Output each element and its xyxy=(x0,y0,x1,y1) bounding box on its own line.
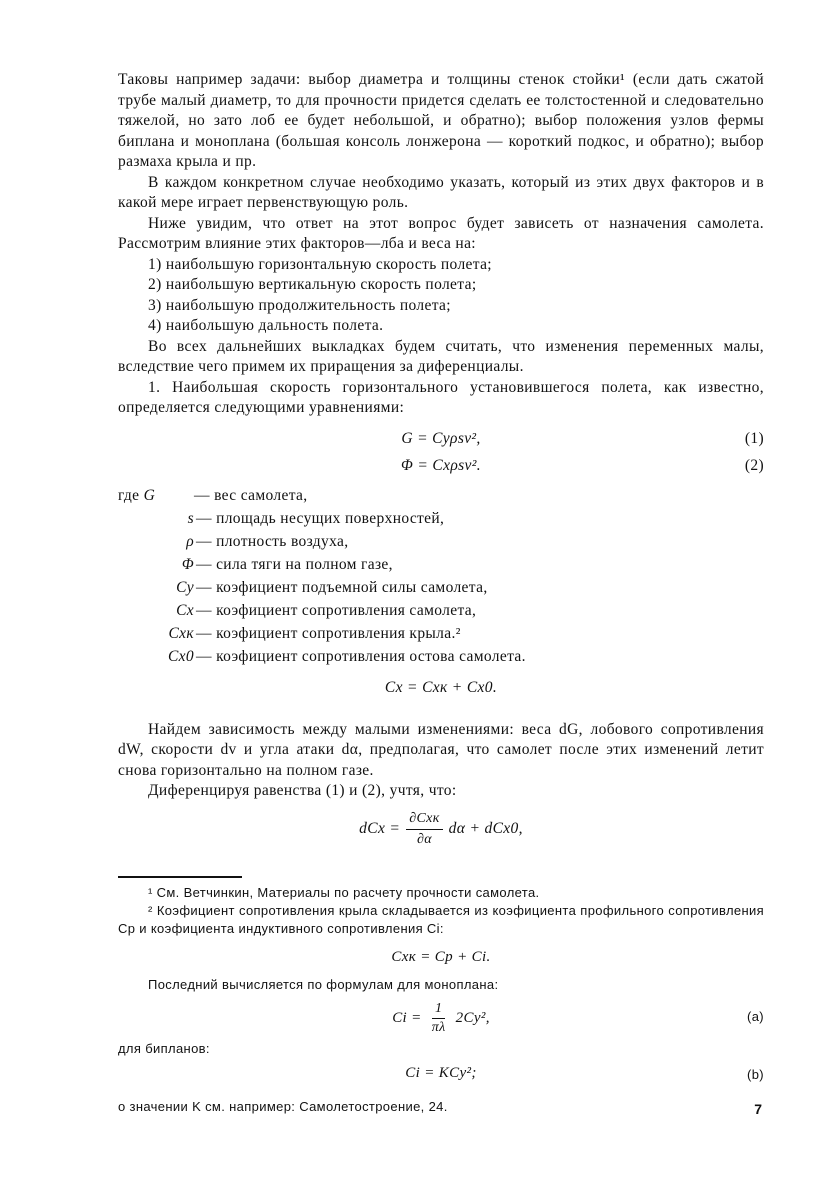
equation-a-fraction xyxy=(432,1000,446,1037)
footnote-4: для бипланов: xyxy=(118,1040,210,1056)
definition-text: — площадь несущих поверхностей, xyxy=(196,509,445,527)
definition-text: — коэфициент сопротивления остова самолета. xyxy=(196,647,526,665)
definition-text: — вес самолета, xyxy=(194,486,308,504)
equation-1-formula: G = Cyρsv², xyxy=(401,429,481,447)
definition-row xyxy=(118,647,764,670)
factor-list xyxy=(118,255,764,337)
list-item: 3) наибольшую продолжительность полета; xyxy=(148,296,451,314)
paragraph-5: 1. Наибольшая скорость горизонтального установившегося полета, как известно, определяется следующими уравнениями: xyxy=(118,378,764,416)
equation-2-formula: Φ = Cxρsv². xyxy=(401,456,481,474)
equation-3-formula: Cx = Cxк + Cx0. xyxy=(384,678,498,696)
equation-b-formula: Ci = KCy²; xyxy=(405,1064,477,1081)
footnotes xyxy=(118,884,764,1116)
list-item: 4) наибольшую дальность полета. xyxy=(148,317,384,334)
definition-symbol: Cx0 xyxy=(167,647,194,665)
equation-a-right: 2Cy², xyxy=(455,1009,490,1026)
fraction-numerator: ∂Cxк xyxy=(406,809,442,831)
footnote-3: Последний вычисляется по формулам для моноплана: xyxy=(148,976,499,992)
list-item: 2) наибольшую вертикальную скорость полета; xyxy=(148,276,477,293)
equation-1 xyxy=(118,429,764,453)
page-number: 7 xyxy=(754,1101,762,1117)
equation-4-left: dCx = xyxy=(359,820,401,838)
equation-a-label: (a) xyxy=(747,1008,764,1024)
definition-row xyxy=(118,486,764,509)
footnote-equation-a xyxy=(118,1000,764,1034)
definitions-list xyxy=(118,486,764,670)
equation-3 xyxy=(118,678,764,702)
equation-a-left: Ci = xyxy=(392,1009,422,1026)
definition-symbol: Cx xyxy=(176,601,194,619)
definition-text: — сила тяги на полном газе, xyxy=(196,555,393,573)
definition-symbol: Cy xyxy=(176,578,194,596)
equation-2 xyxy=(118,456,764,480)
footnote-equation-b xyxy=(118,1064,764,1092)
footnote-divider xyxy=(118,876,242,878)
equation-4-right: dα + dCx0, xyxy=(448,820,523,838)
paragraph-7: Диференцируя равенства (1) и (2), учтя, что: xyxy=(148,782,457,799)
footnote-1: ¹ См. Ветчинкин, Материалы по расчету прочности самолета. xyxy=(148,884,540,900)
paragraph-4: Во всех дальнейших выкладках будем считать, что изменения переменных малы, вследствие чего примем их приращения за диференциалы. xyxy=(118,337,764,375)
fraction-denominator: ∂α xyxy=(416,832,432,847)
definition-row xyxy=(118,532,764,555)
definition-symbol: Φ xyxy=(181,555,194,573)
definition-text: — коэфициент подъемной силы самолета, xyxy=(196,578,488,596)
definition-text: — коэфициент сопротивления самолета, xyxy=(196,601,477,619)
definition-row xyxy=(118,555,764,578)
footnote-5: о значении K см. например: Самолетостроение, 24. xyxy=(118,1098,448,1114)
footnote-2: ² Коэфициент сопротивления крыла складывается из коэфициента профильного сопротивления Cp и коэфициента индуктивного сопротивления Ci: xyxy=(118,902,764,936)
equation-4-fraction xyxy=(406,809,442,851)
paragraph-1: Таковы например задачи: выбор диаметра и толщины стенок стойки¹ (если дать сжатой трубе малый диаметр, то для прочности придется сделать ее толстостенной и следовательно тяжелой, но зато лоб ее будет небольшой, и обратно); выбор положения узлов фермы биплана и моноплана (большая консоль лонжерона — короткий подкос, и обратно); выбор размаха крыла и пр. xyxy=(118,71,764,170)
definition-row xyxy=(118,624,764,647)
definition-row xyxy=(118,509,764,532)
definition-text: — коэфициент сопротивления крыла.² xyxy=(196,624,461,642)
definition-symbol: s xyxy=(187,509,194,527)
where-label: где xyxy=(118,486,140,504)
fraction-numerator: 1 xyxy=(432,1000,445,1019)
equation-4 xyxy=(118,802,764,858)
definition-text: — плотность воздуха, xyxy=(196,532,349,550)
definition-symbol: G xyxy=(143,486,156,504)
definition-row xyxy=(118,601,764,624)
paragraph-3: Ниже увидим, что ответ на этот вопрос будет зависеть от назначения самолета. Рассмотрим влияние этих факторов—лба и веса на: xyxy=(118,214,764,252)
equation-b-label: (b) xyxy=(747,1066,764,1082)
equation-1-number: (1) xyxy=(744,429,764,447)
equation-2-number: (2) xyxy=(744,456,764,474)
list-item: 1) наибольшую горизонтальную скорость полета; xyxy=(148,255,492,273)
page-content xyxy=(118,70,764,1116)
paragraph-2: В каждом конкретном случае необходимо указать, который из этих двух факторов и в какой мере играет первенствующую роль. xyxy=(118,173,764,211)
definition-symbol: Cxк xyxy=(168,624,194,642)
fraction-denominator: πλ xyxy=(431,1019,446,1035)
definition-row xyxy=(118,578,764,601)
paragraph-6: Найдем зависимость между малыми изменениями: веса dG, лобового сопротивления dW, скорости dv и угла атаки dα, предполагая, что самолет после этих изменений летит снова горизонтально на полном газе. xyxy=(118,720,764,779)
definition-symbol: ρ xyxy=(186,532,194,550)
footnote-equation-5: Cxк = Cp + Ci. xyxy=(391,948,491,965)
